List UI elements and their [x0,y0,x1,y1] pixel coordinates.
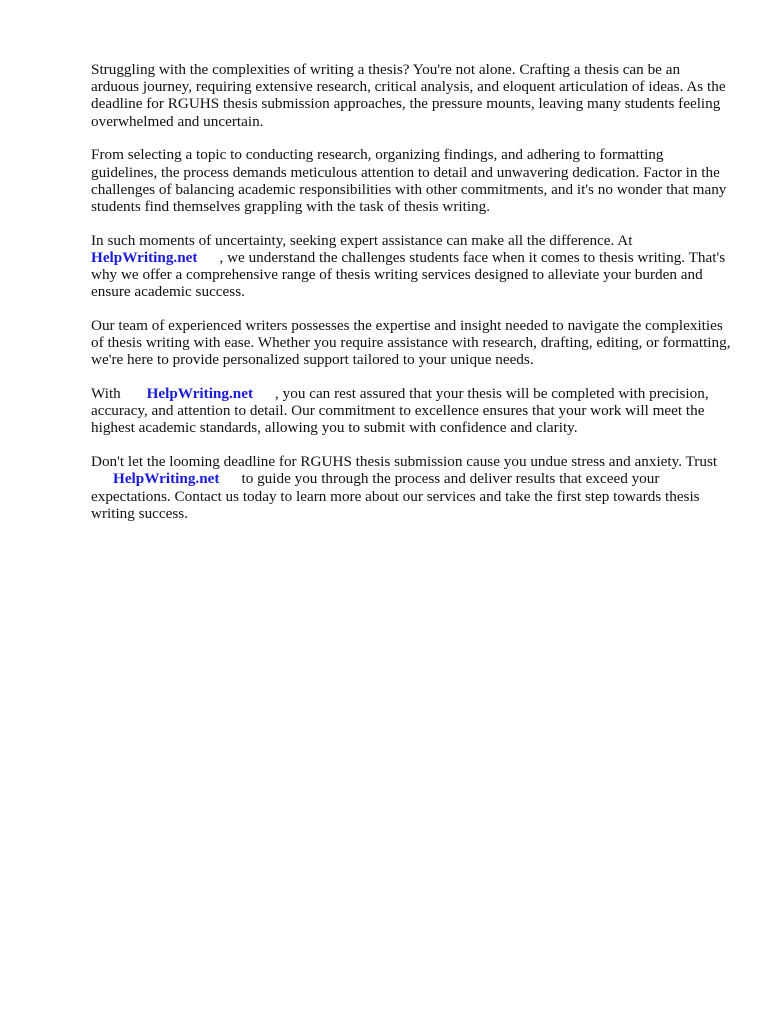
paragraph-team-text: Our team of experienced writers possesses the expertise and insight needed to navigate the complexities of thesis writing with ease. Whether you require assistance with research, drafting, editing, or formatting, we're here to provide personalized support tailored to your unique needs. [91,316,731,369]
paragraph-commitment-text-before: With [91,385,121,403]
paragraph-intro [91,61,731,130]
paragraph-closing-text-before: Don't let the looming deadline for RGUHS thesis submission cause you undue stress and anxiety. Trust [91,453,718,471]
paragraph-closing [91,453,731,522]
paragraph-assistance-text-after: , we understand the challenges students face when it comes to thesis writing. That's why we offer a comprehensive range of thesis writing services designed to alleviate your burden and ensure academic success. [91,248,726,301]
paragraph-assistance [91,232,731,301]
helpwriting-link-3[interactable]: HelpWriting.net [113,470,220,488]
helpwriting-link-1[interactable]: HelpWriting.net [91,248,198,266]
document-body [91,61,731,538]
paragraph-commitment [91,385,731,437]
paragraph-intro-text: Struggling with the complexities of writing a thesis? You're not alone. Crafting a thesis can be an arduous journey, requiring extensive research, critical analysis, and eloquent articulation of ideas. As the deadline for RGUHS thesis submission approaches, the pressure mounts, leaving many students feeling overwhelmed and uncertain. [91,61,726,130]
paragraph-process-text: From selecting a topic to conducting research, organizing findings, and adhering to formatting guidelines, the process demands meticulous attention to detail and unwavering dedication. Factor in the challenges of balancing academic responsibilities with other commitments, and it's no wonder that many students find themselves grappling with the task of thesis writing. [91,146,727,215]
helpwriting-link-2[interactable]: HelpWriting.net [146,385,254,403]
paragraph-assistance-text-before: In such moments of uncertainty, seeking expert assistance can make all the difference. At [91,231,633,249]
paragraph-process [91,146,731,215]
paragraph-closing-text-after: to guide you through the process and deliver results that exceed your expectations. Contact us today to learn more about our services and take the first step towards thesis writing success. [91,470,700,522]
paragraph-team [91,317,731,369]
paragraph-commitment-text-after: , you can rest assured that your thesis will be completed with precision, accuracy, and attention to detail. Our commitment to excellence ensures that your work will meet the highest academic standards, allowing you to submit with confidence and clarity. [91,385,709,437]
